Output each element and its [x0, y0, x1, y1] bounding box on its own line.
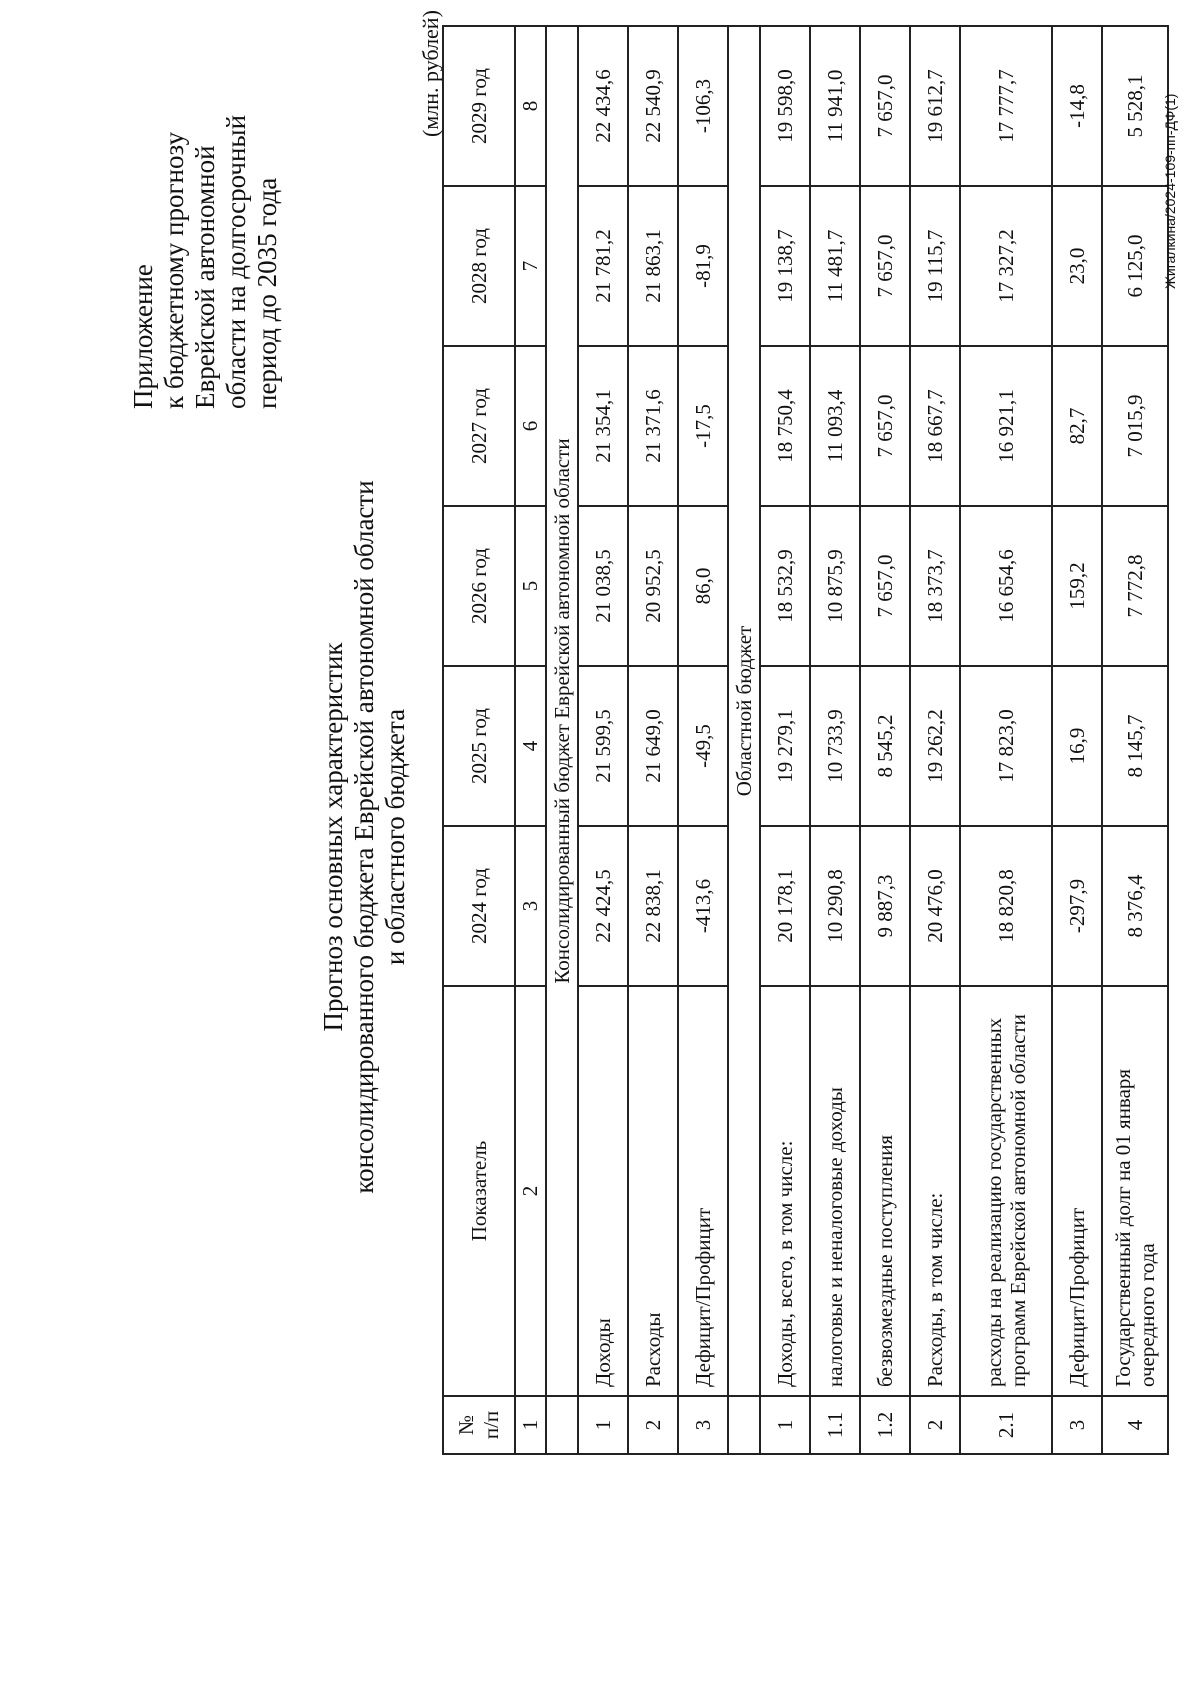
section-empty-cell	[546, 1396, 578, 1454]
appendix-line: Еврейской автономной	[190, 145, 220, 409]
row-number: 1.1	[810, 1396, 860, 1454]
value-cell: 17 777,7	[960, 26, 1052, 186]
value-cell: -49,5	[678, 666, 728, 826]
table-row	[810, 26, 860, 1454]
row-number: 3	[1052, 1396, 1102, 1454]
header-cell-2025: 2025 год	[443, 666, 515, 826]
index-cell: 6	[515, 346, 546, 506]
value-cell: 22 540,9	[628, 26, 678, 186]
appendix-line: области на долгосрочный	[221, 114, 251, 409]
header-cell-2027: 2027 год	[443, 346, 515, 506]
index-cell: 7	[515, 186, 546, 346]
value-cell: 10 875,9	[810, 506, 860, 666]
value-cell: 159,2	[1052, 506, 1102, 666]
title-line: и областного бюджета	[380, 708, 410, 966]
value-cell: 7 657,0	[860, 506, 910, 666]
value-cell: 17 327,2	[960, 186, 1052, 346]
table-row	[1102, 26, 1168, 1454]
value-cell: 18 373,7	[910, 506, 960, 666]
indicator-name: Государственный долг на 01 января очередного года	[1102, 986, 1168, 1396]
value-cell: -81,9	[678, 186, 728, 346]
value-cell: 8 145,7	[1102, 666, 1168, 826]
section-row	[546, 26, 578, 1454]
value-cell: 20 952,5	[628, 506, 678, 666]
value-cell: 86,0	[678, 506, 728, 666]
header-cell-2024: 2024 год	[443, 826, 515, 986]
value-cell: 8 545,2	[860, 666, 910, 826]
value-cell: 7 015,9	[1102, 346, 1168, 506]
row-number: 1.2	[860, 1396, 910, 1454]
appendix-line: Приложение	[128, 264, 158, 409]
indicator-name: расходы на реализацию государственных программ Еврейской автономной области	[960, 986, 1052, 1396]
value-cell: 16,9	[1052, 666, 1102, 826]
index-cell: 4	[515, 666, 546, 826]
value-cell: 22 434,6	[578, 26, 628, 186]
value-cell: 18 667,7	[910, 346, 960, 506]
value-cell: 7 772,8	[1102, 506, 1168, 666]
header-cell-name: Показатель	[443, 986, 515, 1396]
title-line: консолидированного бюджета Еврейской автономной области	[349, 480, 379, 1194]
value-cell: 18 820,8	[960, 826, 1052, 986]
value-cell: 21 599,5	[578, 666, 628, 826]
table-row	[578, 26, 628, 1454]
value-cell: 21 863,1	[628, 186, 678, 346]
value-cell: 6 125,0	[1102, 186, 1168, 346]
value-cell: 11 481,7	[810, 186, 860, 346]
row-number: 3	[678, 1396, 728, 1454]
row-number: 1	[760, 1396, 810, 1454]
appendix-line: к бюджетному прогнозу	[159, 131, 189, 409]
value-cell: -413,6	[678, 826, 728, 986]
indicator-name: Доходы	[578, 986, 628, 1396]
value-cell: 16 654,6	[960, 506, 1052, 666]
value-cell: -106,3	[678, 26, 728, 186]
value-cell: 7 657,0	[860, 346, 910, 506]
row-number: 2	[628, 1396, 678, 1454]
value-cell: 9 887,3	[860, 826, 910, 986]
value-cell: 8 376,4	[1102, 826, 1168, 986]
value-cell: 19 115,7	[910, 186, 960, 346]
row-number: 4	[1102, 1396, 1168, 1454]
section-empty-cell	[728, 1396, 760, 1454]
value-cell: 21 781,2	[578, 186, 628, 346]
value-cell: 17 823,0	[960, 666, 1052, 826]
index-cell: 3	[515, 826, 546, 986]
index-cell: 8	[515, 26, 546, 186]
indicator-name: Дефицит/Профицит	[1052, 986, 1102, 1396]
value-cell: -17,5	[678, 346, 728, 506]
appendix-note	[128, 69, 283, 409]
value-cell: 82,7	[1052, 346, 1102, 506]
indicator-name: Расходы, в том числе:	[910, 986, 960, 1396]
header-cell-2029: 2029 год	[443, 26, 515, 186]
table-row	[1052, 26, 1102, 1454]
indicator-name: налоговые и неналоговые доходы	[810, 986, 860, 1396]
value-cell: 21 371,6	[628, 346, 678, 506]
footer-reference: Жигалкина/2024-109-пп-ДФ(1)	[1162, 93, 1178, 289]
value-cell: 21 649,0	[628, 666, 678, 826]
value-cell: 20 476,0	[910, 826, 960, 986]
value-cell: -14,8	[1052, 26, 1102, 186]
column-index-row	[515, 26, 546, 1454]
index-cell: 5	[515, 506, 546, 666]
indicator-name: Доходы, всего, в том числе:	[760, 986, 810, 1396]
value-cell: 10 733,9	[810, 666, 860, 826]
table-row	[860, 26, 910, 1454]
value-cell: 18 532,9	[760, 506, 810, 666]
indicator-name: Дефицит/Профицит	[678, 986, 728, 1396]
header-cell-2026: 2026 год	[443, 506, 515, 666]
row-number: 2.1	[960, 1396, 1052, 1454]
units-label: (млн. рублей)	[418, 10, 443, 137]
value-cell: 23,0	[1052, 186, 1102, 346]
value-cell: -297,9	[1052, 826, 1102, 986]
value-cell: 21 354,1	[578, 346, 628, 506]
value-cell: 18 750,4	[760, 346, 810, 506]
header-cell-2028: 2028 год	[443, 186, 515, 346]
value-cell: 19 262,2	[910, 666, 960, 826]
title-line: Прогноз основных характеристик	[318, 642, 348, 1032]
header-cell-num: № п/п	[443, 1396, 515, 1454]
index-cell: 2	[515, 986, 546, 1396]
indicator-name: Расходы	[628, 986, 678, 1396]
document-title	[318, 317, 411, 1357]
appendix-line: период до 2035 года	[252, 177, 282, 409]
value-cell: 19 138,7	[760, 186, 810, 346]
value-cell: 21 038,5	[578, 506, 628, 666]
value-cell: 22 424,5	[578, 826, 628, 986]
value-cell: 16 921,1	[960, 346, 1052, 506]
table-row	[910, 26, 960, 1454]
value-cell: 10 290,8	[810, 826, 860, 986]
row-number: 1	[578, 1396, 628, 1454]
value-cell: 11 941,0	[810, 26, 860, 186]
value-cell: 7 657,0	[860, 26, 910, 186]
value-cell: 5 528,1	[1102, 26, 1168, 186]
value-cell: 19 612,7	[910, 26, 960, 186]
value-cell: 22 838,1	[628, 826, 678, 986]
value-cell: 19 598,0	[760, 26, 810, 186]
index-cell: 1	[515, 1396, 546, 1454]
value-cell: 11 093,4	[810, 346, 860, 506]
header-row	[443, 26, 515, 1454]
table-row	[760, 26, 810, 1454]
value-cell: 19 279,1	[760, 666, 810, 826]
section-title: Областной бюджет	[728, 26, 760, 1396]
section-row	[728, 26, 760, 1454]
table-row	[960, 26, 1052, 1454]
value-cell: 20 178,1	[760, 826, 810, 986]
row-number: 2	[910, 1396, 960, 1454]
section-title: Консолидированный бюджет Еврейской автономной области	[546, 26, 578, 1396]
table-row	[678, 26, 728, 1454]
indicator-name: безвозмездные поступления	[860, 986, 910, 1396]
budget-table	[442, 25, 1169, 1455]
value-cell: 7 657,0	[860, 186, 910, 346]
table-row	[628, 26, 678, 1454]
